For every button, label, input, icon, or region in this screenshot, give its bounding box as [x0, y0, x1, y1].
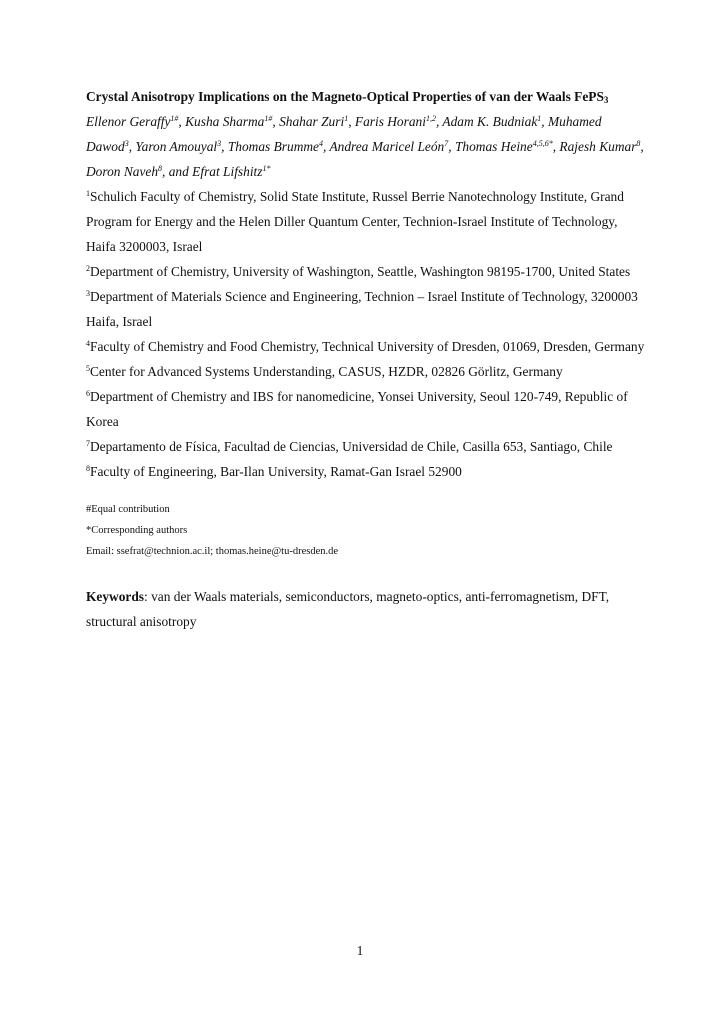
author-name: Muhamed Dawod	[86, 114, 602, 154]
author-name: Ellenor Geraffy	[86, 114, 171, 129]
author-separator: ,	[178, 114, 186, 129]
affiliation-number: 6	[86, 389, 90, 398]
author-affiliation-marker: 1,2	[425, 114, 436, 123]
title-subscript: 3	[603, 95, 609, 105]
author-affiliation-marker: 8	[158, 164, 163, 173]
author-separator: ,	[448, 139, 455, 154]
affiliation-text: Faculty of Engineering, Bar-Ilan University, Ramat-Gan Israel 52900	[90, 464, 462, 479]
author-name: Kusha Sharma	[185, 114, 265, 129]
affiliation	[86, 284, 646, 334]
affiliation	[86, 384, 646, 434]
affiliation	[86, 434, 646, 459]
affiliation	[86, 459, 646, 484]
author-list	[86, 109, 646, 184]
affiliation	[86, 359, 646, 384]
author-affiliation-marker: 7	[444, 139, 449, 148]
keywords-label: Keywords	[86, 589, 145, 604]
author-separator: ,	[435, 114, 443, 129]
author-affiliation-marker: 4,5,6*	[532, 139, 553, 148]
affiliation-number: 4	[86, 339, 90, 348]
author-affiliation-marker: 3	[124, 139, 129, 148]
affiliation-text: Schulich Faculty of Chemistry, Solid State Institute, Russel Berrie Nanotechnology Institute, Grand Program for Energy and the Helen Diller Quantum Center, Technion-Israel Institute of Technology, Haifa 3200003, Israel	[86, 189, 624, 254]
keywords-text: : van der Waals materials, semiconductors, magneto-optics, anti-ferromagnetism, DFT, structural anisotropy	[86, 589, 610, 629]
affiliation-text: Faculty of Chemistry and Food Chemistry, Technical University of Dresden, 01069, Dresden, Germany	[90, 339, 645, 354]
author-name: Thomas Heine	[454, 139, 533, 154]
author-separator: ,	[322, 139, 330, 154]
author-separator: ,	[221, 139, 228, 154]
affiliation	[86, 334, 646, 359]
author-separator: ,	[552, 139, 560, 154]
author-name: Rajesh Kumar	[559, 139, 637, 154]
author-affiliation-marker: 1*	[262, 164, 271, 173]
affiliation-number: 5	[86, 364, 90, 373]
author-name: Adam K. Budniak	[442, 114, 538, 129]
author-name: Faris Horani	[354, 114, 426, 129]
affiliation-text: Department of Materials Science and Engineering, Technion – Israel Institute of Technology, 3200003 Haifa, Israel	[86, 289, 638, 329]
keywords	[86, 584, 646, 634]
author-name: Efrat Lifshitz	[192, 164, 263, 179]
affiliation-text: Center for Advanced Systems Understanding, CASUS, HZDR, 02826 Görlitz, Germany	[90, 364, 563, 379]
affiliation-text: Departamento de Física, Facultad de Ciencias, Universidad de Chile, Casilla 653, Santiago, Chile	[90, 439, 613, 454]
page-number: 1	[356, 943, 364, 958]
author-affiliation-marker: 1#	[170, 114, 179, 123]
equal-contribution-note: #Equal contribution	[86, 504, 170, 515]
author-affiliation-marker: 8	[636, 139, 641, 148]
author-name: Yaron Amouyal	[135, 139, 218, 154]
author-affiliation-marker: 3	[217, 139, 222, 148]
author-separator: ,	[640, 139, 644, 154]
author-separator: , and	[162, 164, 193, 179]
author-separator: ,	[128, 139, 136, 154]
affiliation-list	[86, 184, 646, 484]
affiliation-number: 7	[86, 439, 90, 448]
affiliation	[86, 259, 646, 284]
email-line: Email: ssefrat@technion.ac.il; thomas.heine@tu-dresden.de	[86, 546, 339, 557]
author-affiliation-marker: 4	[318, 139, 323, 148]
author-separator: ,	[272, 114, 280, 129]
author-affiliation-marker: 1#	[264, 114, 273, 123]
author-separator: ,	[541, 114, 548, 129]
affiliation	[86, 184, 646, 259]
author-name: Doron Naveh	[86, 164, 159, 179]
author-affiliation-marker: 1	[537, 114, 542, 123]
affiliation-number: 1	[86, 189, 90, 198]
author-name: Thomas Brumme	[227, 139, 319, 154]
affiliation-number: 8	[86, 464, 90, 473]
paper-title: Crystal Anisotropy Implications on the Magneto-Optical Properties of van der Waals FePS$_3$	[86, 89, 609, 105]
affiliation-text: Department of Chemistry, University of Washington, Seattle, Washington 98195-1700, United States	[90, 264, 631, 279]
affiliation-number: 2	[86, 264, 90, 273]
affiliation-text: Department of Chemistry and IBS for nanomedicine, Yonsei University, Seoul 120-749, Republic of Korea	[86, 389, 628, 429]
paper-front-page	[86, 84, 646, 634]
author-separator: ,	[348, 114, 355, 129]
author-name: Shahar Zuri	[279, 114, 345, 129]
corresponding-authors-note: *Corresponding authors	[86, 525, 188, 536]
author-affiliation-marker: 1	[344, 114, 349, 123]
author-name: Andrea Maricel León	[329, 139, 445, 154]
footnotes	[86, 499, 646, 562]
affiliation-number: 3	[86, 289, 90, 298]
